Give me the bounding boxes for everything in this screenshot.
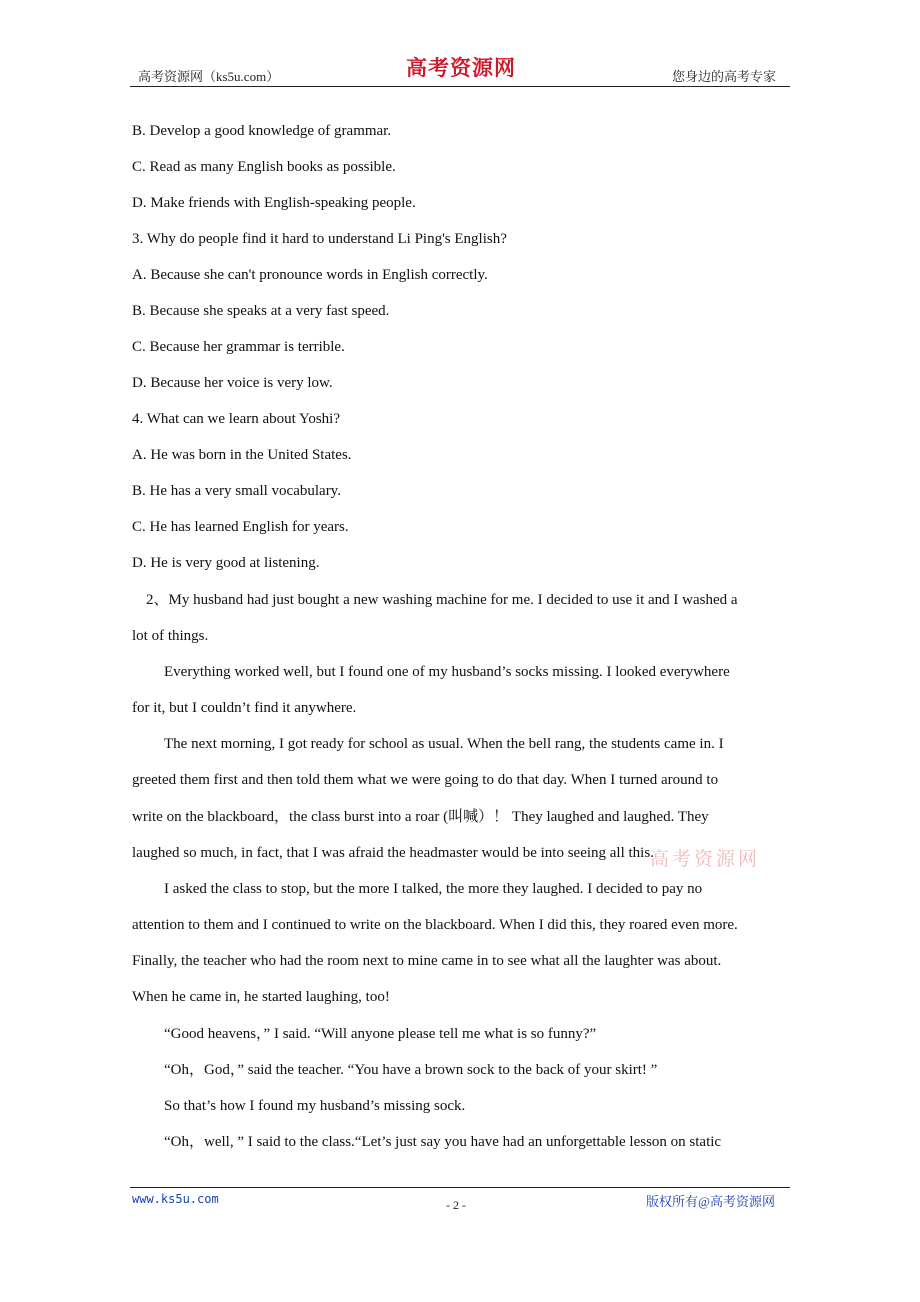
text-line: A. He was born in the United States. bbox=[132, 447, 352, 463]
passage-line: “Good heavens，” I said. “Will anyone please tell me what is so funny?” bbox=[164, 1026, 597, 1042]
passage-line: for it, but I couldn’t find it anywhere. bbox=[132, 700, 357, 716]
text-line: B. Because she speaks at a very fast speed. bbox=[132, 303, 390, 319]
passage-line: The next morning, I got ready for school as usual. When the bell rang, the students came in. I bbox=[164, 736, 724, 752]
text-line: B. He has a very small vocabulary. bbox=[132, 483, 341, 499]
passage-line: 2、My husband had just bought a new washing machine for me. I decided to use it and I washed a bbox=[146, 592, 738, 608]
text-line: C. Because her grammar is terrible. bbox=[132, 339, 345, 355]
passage-line: lot of things. bbox=[132, 628, 209, 644]
text-line: D. Because her voice is very low. bbox=[132, 375, 333, 391]
text-line: A. Because she can't pronounce words in English correctly. bbox=[132, 267, 488, 283]
passage-line: “Oh，well, ” I said to the class.“Let’s just say you have had an unforgettable lesson on static bbox=[164, 1134, 722, 1150]
text-line: C. Read as many English books as possible. bbox=[132, 159, 396, 175]
header-divider bbox=[130, 86, 790, 87]
passage-line: write on the blackboard，the class burst into a roar (叫喊）！ They laughed and laughed. They bbox=[132, 809, 709, 825]
passage-line: Finally, the teacher who had the room next to mine came in to see what all the laughter was about. bbox=[132, 953, 722, 969]
passage-line: I asked the class to stop, but the more I talked, the more they laughed. I decided to pay no bbox=[164, 881, 703, 897]
footer-divider bbox=[130, 1187, 790, 1188]
footer-site-link[interactable]: www.ks5u.com bbox=[132, 1192, 219, 1206]
footer-copyright: 版权所有@高考资源网 bbox=[646, 1194, 775, 1209]
header-site-name: 高考资源网（ks5u.com） bbox=[138, 69, 280, 84]
passage-line: greeted them first and then told them what we were going to do that day. When I turned around to bbox=[132, 772, 719, 788]
text-line: B. Develop a good knowledge of grammar. bbox=[132, 123, 392, 139]
header-logo: 高考资源网 bbox=[406, 56, 516, 80]
passage-line: laughed so much, in fact, that I was afraid the headmaster would be into seeing all this. bbox=[132, 845, 654, 861]
page-number: - 2 - bbox=[446, 1198, 466, 1212]
watermark: 高考资源网 bbox=[650, 849, 761, 870]
header-slogan: 您身边的高考专家 bbox=[672, 69, 777, 84]
text-line: D. He is very good at listening. bbox=[132, 555, 320, 571]
text-line: D. Make friends with English-speaking people. bbox=[132, 195, 416, 211]
passage-line: So that’s how I found my husband’s missing sock. bbox=[164, 1098, 466, 1114]
passage-line: When he came in, he started laughing, too! bbox=[132, 989, 390, 1005]
text-line: C. He has learned English for years. bbox=[132, 519, 349, 535]
passage-line: “Oh，God，” said the teacher. “You have a brown sock to the back of your skirt! ” bbox=[164, 1062, 658, 1078]
passage-line: Everything worked well, but I found one of my husband’s socks missing. I looked everywhere bbox=[164, 664, 730, 680]
passage-line: attention to them and I continued to write on the blackboard. When I did this, they roared even more. bbox=[132, 917, 738, 933]
question-line: 4. What can we learn about Yoshi? bbox=[132, 411, 341, 427]
question-line: 3. Why do people find it hard to understand Li Ping's English? bbox=[132, 231, 507, 247]
